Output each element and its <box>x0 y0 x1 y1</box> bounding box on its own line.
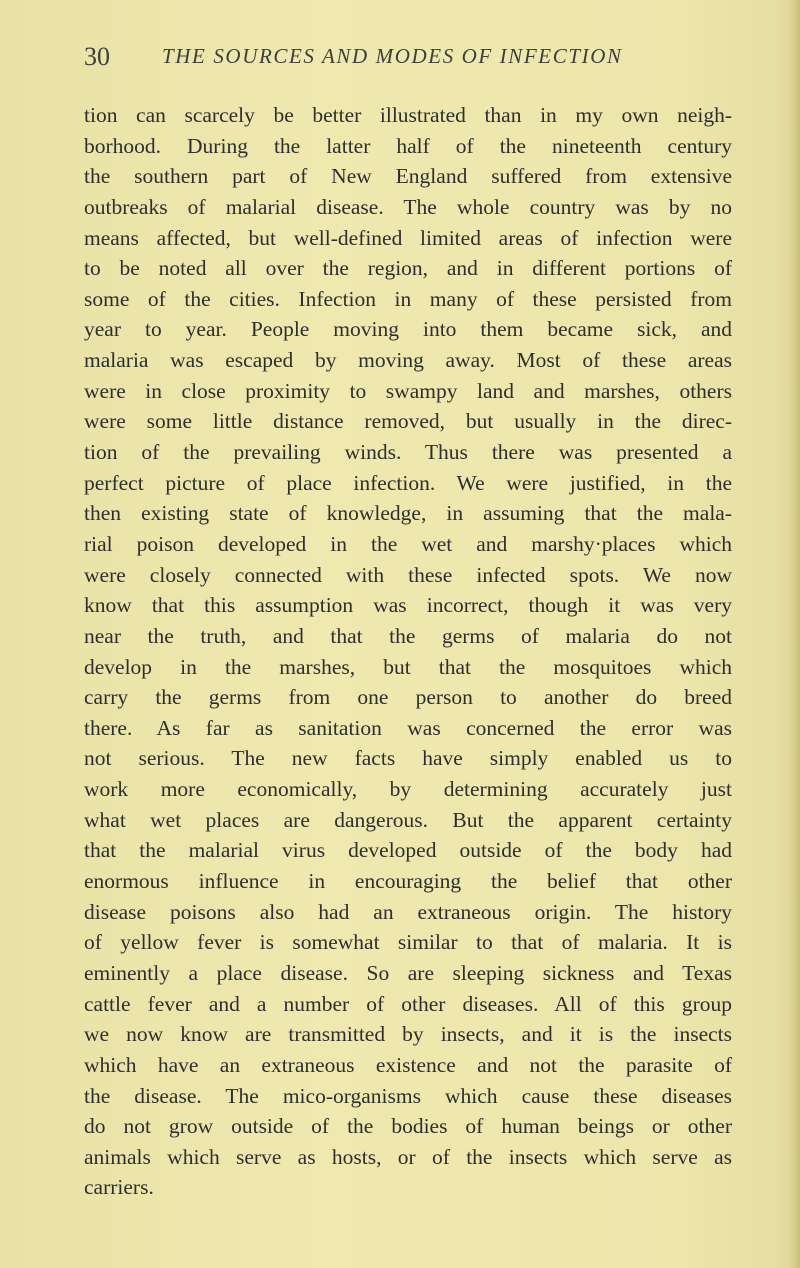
page-edge-shadow <box>790 0 800 1268</box>
text-line: were in close proximity to swampy land and marshes, others <box>84 378 732 403</box>
text-line: enormous influence in encouraging the belief that other <box>84 869 732 894</box>
text-line: to be noted all over the region, and in different portions of <box>84 256 732 281</box>
text-line: year to year. People moving into them became sick, and <box>84 317 732 342</box>
text-line: tion can scarcely be better illustrated than in my own neigh- <box>84 103 732 127</box>
text-line: develop in the marshes, but that the mosquitoes which <box>84 654 732 679</box>
text-line: tion of the prevailing winds. Thus there was presented a <box>84 440 732 465</box>
text-line: means affected, but well-defined limited areas of infection were <box>84 225 732 250</box>
text-line: rial poison developed in the wet and marshy·places which <box>84 531 732 556</box>
page-number: 30 <box>84 42 110 71</box>
text-line: that the malarial virus developed outside of the body had <box>84 838 732 863</box>
text-line: work more economically, by determining accurately just <box>84 777 732 802</box>
text-line: were closely connected with these infected spots. We now <box>84 562 732 587</box>
text-line: animals which serve as hosts, or of the insects which serve as <box>84 1144 732 1169</box>
text-line: malaria was escaped by moving away. Most of these areas <box>84 348 732 373</box>
text-line: the southern part of New England suffered from extensive <box>84 164 732 189</box>
text-line: then existing state of knowledge, in assuming that the mala- <box>84 501 732 526</box>
text-line: were some little distance removed, but usually in the direc- <box>84 409 732 434</box>
body-paragraph <box>84 100 732 1203</box>
text-line: we now know are transmitted by insects, and it is the insects <box>84 1022 732 1047</box>
page-header <box>84 40 724 80</box>
text-line: not serious. The new facts have simply enabled us to <box>84 746 732 771</box>
text-line: which have an extraneous existence and not the parasite of <box>84 1052 732 1077</box>
text-line: there. As far as sanitation was concerned the error was <box>84 715 732 740</box>
text-line: borhood. During the latter half of the nineteenth century <box>84 133 732 158</box>
text-line: near the truth, and that the germs of malaria do not <box>84 623 732 648</box>
text-line: some of the cities. Infection in many of these persisted from <box>84 286 732 311</box>
text-line: know that this assumption was incorrect, though it was very <box>84 593 732 618</box>
text-line: perfect picture of place infection. We were justified, in the <box>84 470 732 495</box>
text-line: outbreaks of malarial disease. The whole country was by no <box>84 194 732 219</box>
text-line: cattle fever and a number of other diseases. All of this group <box>84 991 732 1016</box>
text-line: eminently a place disease. So are sleeping sickness and Texas <box>84 960 732 985</box>
text-line: disease poisons also had an extraneous origin. The history <box>84 899 732 924</box>
text-line: carry the germs from one person to another do breed <box>84 685 732 710</box>
text-line: do not grow outside of the bodies of human beings or other <box>84 1114 732 1139</box>
text-line: what wet places are dangerous. But the apparent certainty <box>84 807 732 832</box>
text-line: carriers. <box>84 1175 154 1200</box>
running-head: THE SOURCES AND MODES OF INFECTION <box>162 44 623 68</box>
text-line: the disease. The mico-organisms which cause these diseases <box>84 1083 732 1108</box>
text-line: of yellow fever is somewhat similar to that of malaria. It is <box>84 930 732 955</box>
